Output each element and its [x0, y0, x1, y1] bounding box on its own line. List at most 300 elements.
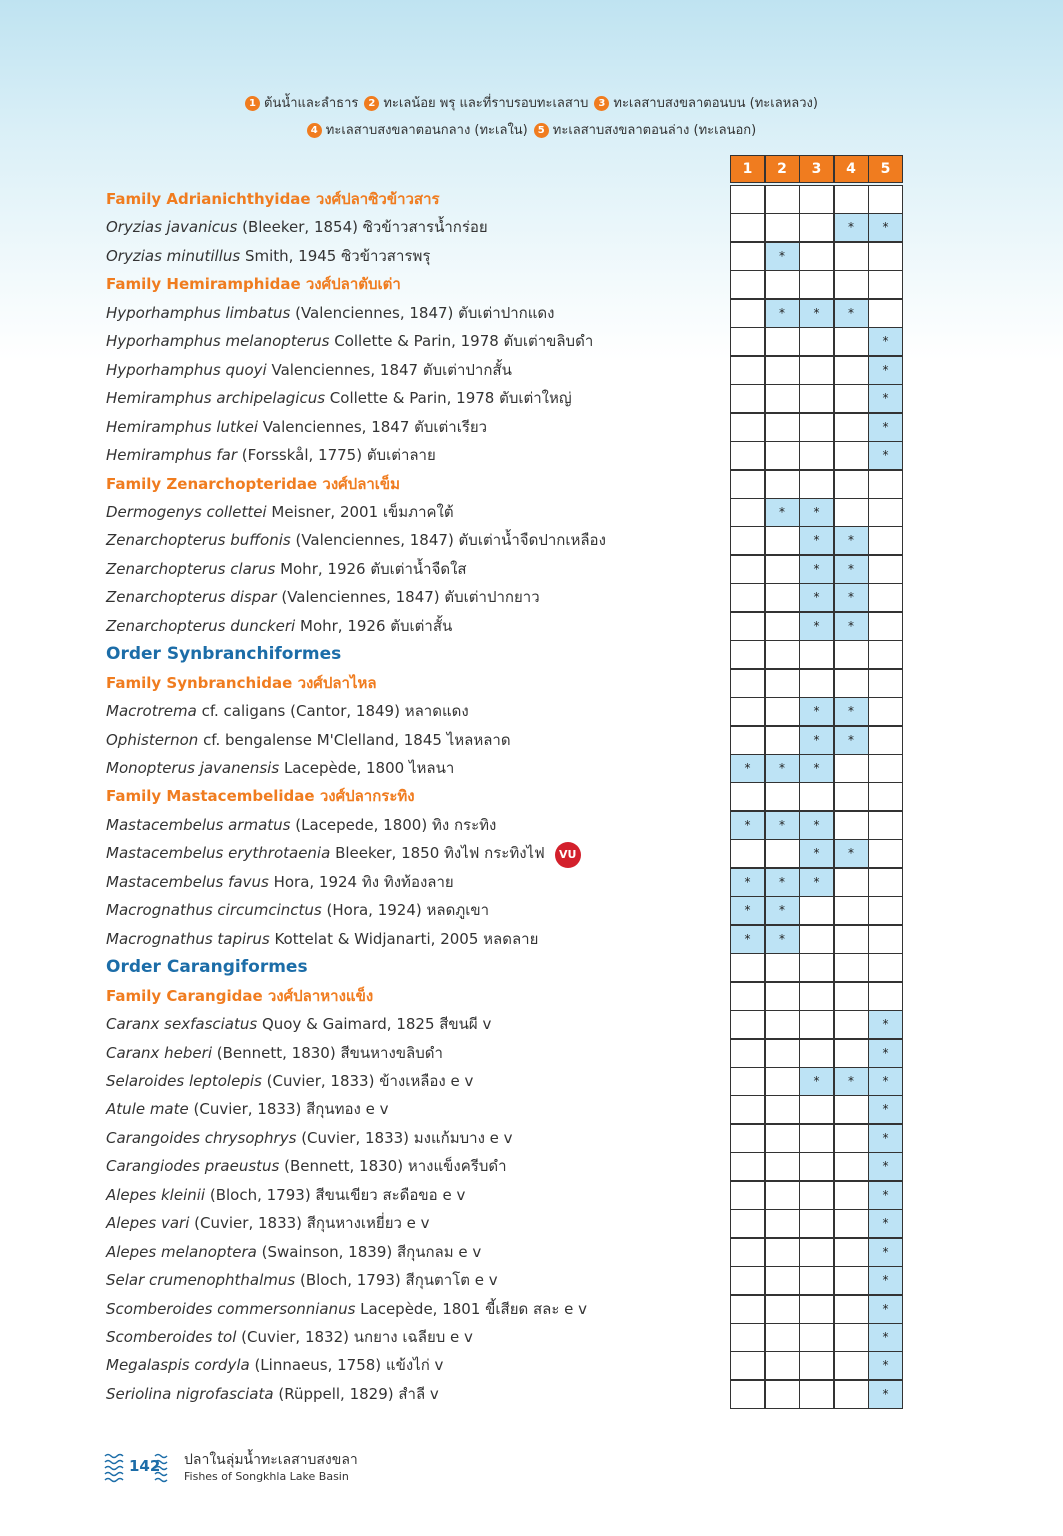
occurrence-cell: *: [799, 583, 834, 612]
species-row: [106, 1011, 491, 1037]
scientific-name: Hemiramphus lutkei: [106, 417, 259, 436]
occurrence-cell: *: [868, 1039, 903, 1068]
empty-cell: [834, 1266, 869, 1295]
empty-cell: [868, 612, 903, 641]
species-details: Valenciennes, 1847 ตับเต่าปากสั้น: [266, 360, 512, 379]
occurrence-cell: *: [799, 697, 834, 726]
occurrence-cell: *: [834, 612, 869, 641]
occurrence-cell: *: [868, 1238, 903, 1267]
species-details: Valenciennes, 1847 ตับเต่าเรียว: [258, 417, 488, 436]
species-row: [106, 1125, 513, 1151]
occurrence-cell: *: [868, 413, 903, 442]
legend-text: ต้นน้ำและลำธาร: [264, 96, 359, 111]
species-details: Smith, 1945 ซิวข้าวสารพรุ: [240, 246, 431, 265]
empty-cell: [834, 640, 869, 669]
empty-cell: [765, 1380, 800, 1409]
empty-cell: [834, 1209, 869, 1238]
empty-cell: [868, 726, 903, 755]
empty-cell: [834, 1351, 869, 1380]
species-row: [106, 357, 512, 383]
occurrence-cell: *: [799, 612, 834, 641]
species-row: [106, 698, 469, 724]
species-row: [106, 755, 454, 781]
empty-cell: [730, 498, 765, 527]
species-row: [106, 243, 430, 269]
family-heading: Family Adrianichthyidae วงศ์ปลาซิวข้าวสาร: [106, 190, 440, 208]
legend-badge: 2: [364, 96, 379, 111]
empty-cell: [868, 640, 903, 669]
occurrence-cell: *: [868, 1181, 903, 1210]
family-heading: Family Carangidae วงศ์ปลาหางแข็ง: [106, 986, 374, 1005]
empty-cell: [868, 697, 903, 726]
scientific-name: Atule mate: [106, 1100, 189, 1119]
scientific-name: Mastacembelus favus: [106, 872, 269, 891]
empty-cell: [730, 327, 765, 356]
empty-cell: [765, 185, 800, 214]
species-details: (Valenciennes, 1847) ตับเต่าน้ำจืดปากเหลือง: [290, 531, 606, 550]
species-row: [106, 897, 489, 923]
species-details: (Valenciennes, 1847) ตับเต่าปากแดง: [290, 303, 555, 322]
legend-line-1: [0, 92, 1063, 113]
empty-cell: [799, 270, 834, 299]
empty-cell: [765, 470, 800, 499]
column-header-1: 1: [730, 155, 765, 183]
species-details: (Bloch, 1793) สีกุนตาโต e v: [295, 1271, 498, 1290]
empty-cell: [868, 270, 903, 299]
occurrence-cell: *: [868, 1380, 903, 1409]
legend-item: [307, 119, 528, 140]
species-row: [106, 1381, 439, 1407]
occurrence-cell: *: [834, 839, 869, 868]
scientific-name: Alepes vari: [106, 1214, 190, 1233]
legend-text: ทะเลสาบสงขลาตอนบน (ทะเลหลวง): [613, 96, 818, 111]
occurrence-cell: *: [799, 498, 834, 527]
scientific-name: Alepes kleinii: [106, 1185, 206, 1204]
scientific-name: Zenarchopterus dispar: [106, 588, 277, 607]
species-row: [106, 556, 467, 582]
species-details: (Bennett, 1830) สีขนหางขลิบดำ: [212, 1043, 443, 1062]
empty-cell: [799, 242, 834, 271]
species-row: [106, 1352, 443, 1378]
scientific-name: Hyporhamphus quoyi: [106, 360, 267, 379]
empty-cell: [834, 1039, 869, 1068]
scientific-name: Scomberoides tol: [106, 1328, 237, 1346]
empty-cell: [765, 1067, 800, 1096]
empty-cell: [765, 1238, 800, 1267]
empty-cell: [799, 356, 834, 385]
occurrence-cell: *: [868, 327, 903, 356]
empty-cell: [765, 356, 800, 385]
empty-cell: [834, 1095, 869, 1124]
empty-cell: [799, 413, 834, 442]
empty-cell: [730, 356, 765, 385]
occurrence-cell: *: [799, 299, 834, 328]
species-details: (Rüppell, 1829) สำลี v: [273, 1384, 439, 1403]
occurrence-cell: *: [868, 1351, 903, 1380]
scientific-name: Zenarchopterus clarus: [106, 559, 276, 578]
empty-cell: [799, 1152, 834, 1181]
scientific-name: Mastacembelus armatus: [106, 815, 291, 834]
species-row: [106, 1239, 481, 1265]
empty-cell: [834, 925, 869, 954]
scientific-name: Hemiramphus far: [106, 446, 238, 465]
empty-cell: [765, 669, 800, 698]
occurrence-cell: *: [868, 1124, 903, 1153]
empty-cell: [730, 1323, 765, 1352]
empty-cell: [730, 1266, 765, 1295]
legend-text: ทะเลสาบสงขลาตอนกลาง (ทะเลใน): [325, 123, 528, 138]
empty-cell: [834, 441, 869, 470]
empty-cell: [765, 1351, 800, 1380]
empty-cell: [765, 413, 800, 442]
legend-item: [534, 119, 756, 140]
occurrence-cell: *: [868, 356, 903, 385]
empty-cell: [799, 1124, 834, 1153]
occurrence-cell: *: [868, 1010, 903, 1039]
legend-text: ทะเลน้อย พรุ และที่ราบรอบทะเลสาบ: [383, 96, 589, 111]
empty-cell: [799, 669, 834, 698]
species-details: Hora, 1924 ทิง ทิงท้องลาย: [268, 872, 454, 891]
empty-cell: [765, 1266, 800, 1295]
empty-cell: [730, 242, 765, 271]
column-header-3: 3: [799, 155, 834, 183]
page-number: 142: [129, 1457, 161, 1475]
scientific-name: Oryzias javanicus: [106, 218, 238, 237]
empty-cell: [765, 1095, 800, 1124]
occurrence-cell: *: [868, 1152, 903, 1181]
occurrence-cell: *: [799, 754, 834, 783]
empty-cell: [834, 982, 869, 1011]
occurrence-cell: *: [799, 555, 834, 584]
occurrence-cell: *: [868, 1266, 903, 1295]
species-row: [106, 414, 487, 440]
empty-cell: [799, 982, 834, 1011]
species-details: (Bennett, 1830) หางแข็งครีบดำ: [279, 1157, 507, 1176]
empty-cell: [868, 299, 903, 328]
species-row: [106, 214, 488, 240]
occurrence-cell: *: [730, 896, 765, 925]
empty-cell: [799, 1095, 834, 1124]
empty-cell: [730, 470, 765, 499]
empty-cell: [868, 896, 903, 925]
empty-cell: [799, 953, 834, 982]
empty-cell: [834, 413, 869, 442]
empty-cell: [730, 1124, 765, 1153]
scientific-name: Scomberoides commersonnianus: [106, 1299, 356, 1318]
occurrence-cell: *: [730, 754, 765, 783]
occurrence-cell: *: [834, 213, 869, 242]
occurrence-cell: *: [730, 811, 765, 840]
scientific-name: Macrognathus circumcinctus: [106, 901, 322, 920]
species-row: [106, 1267, 498, 1293]
scientific-name: Macrotrema: [106, 702, 197, 721]
empty-cell: [868, 669, 903, 698]
family-heading: Family Zenarchopteridae วงศ์ปลาเข็ม: [106, 474, 401, 493]
occurrence-cell: *: [799, 811, 834, 840]
column-header-5: 5: [868, 155, 903, 183]
species-row: [106, 812, 496, 838]
empty-cell: [765, 555, 800, 584]
empty-cell: [868, 470, 903, 499]
species-details: Meisner, 2001 เข็มภาคใต้: [266, 502, 454, 521]
empty-cell: [799, 1010, 834, 1039]
species-details: (Valenciennes, 1847) ตับเต่าปากยาว: [276, 588, 540, 607]
empty-cell: [868, 811, 903, 840]
empty-cell: [730, 526, 765, 555]
legend-badge: 1: [245, 96, 260, 111]
empty-cell: [834, 811, 869, 840]
species-details: (Cuvier, 1832) นกยาง เฉลียบ e v: [236, 1328, 473, 1346]
empty-cell: [834, 356, 869, 385]
occurrence-cell: *: [834, 555, 869, 584]
empty-cell: [765, 1124, 800, 1153]
empty-cell: [765, 1039, 800, 1068]
scientific-name: Carangoides chrysophrys: [106, 1128, 297, 1147]
empty-cell: [730, 726, 765, 755]
empty-cell: [799, 1039, 834, 1068]
empty-cell: [730, 1095, 765, 1124]
species-row: [106, 613, 452, 639]
scientific-name: Caranx heberi: [106, 1043, 212, 1062]
empty-cell: [765, 1181, 800, 1210]
empty-cell: [765, 839, 800, 868]
empty-cell: [834, 1152, 869, 1181]
occurrence-cell: *: [765, 498, 800, 527]
empty-cell: [765, 640, 800, 669]
empty-cell: [765, 1152, 800, 1181]
empty-cell: [730, 299, 765, 328]
empty-cell: [730, 1238, 765, 1267]
empty-cell: [765, 327, 800, 356]
empty-cell: [730, 1010, 765, 1039]
legend-item: [245, 92, 358, 113]
empty-cell: [799, 1351, 834, 1380]
empty-cell: [799, 1266, 834, 1295]
species-row: [106, 1153, 507, 1179]
species-details: Mohr, 1926 ตับเต่าน้ำจืดใส: [275, 559, 467, 578]
empty-cell: [730, 782, 765, 811]
legend-item: [364, 92, 588, 113]
empty-cell: [730, 669, 765, 698]
empty-cell: [868, 953, 903, 982]
empty-cell: [834, 868, 869, 897]
column-header-2: 2: [765, 155, 800, 183]
species-details: Collette & Parin, 1978 ตับเต่าขลิบดำ: [329, 332, 594, 351]
empty-cell: [868, 498, 903, 527]
empty-cell: [834, 384, 869, 413]
empty-cell: [730, 413, 765, 442]
empty-cell: [765, 982, 800, 1011]
scientific-name: Mastacembelus erythrotaenia: [106, 844, 331, 863]
empty-cell: [730, 555, 765, 584]
order-heading: Order Synbranchiformes: [106, 644, 342, 665]
occurrence-cell: *: [799, 1067, 834, 1096]
occurrence-cell: *: [799, 526, 834, 555]
empty-cell: [730, 1295, 765, 1324]
occurrence-cell: *: [765, 925, 800, 954]
scientific-name: Dermogenys collettei: [106, 502, 267, 521]
occurrence-cell: *: [799, 726, 834, 755]
occurrence-cell: *: [765, 868, 800, 897]
species-details: Bleeker, 1850 ทิงไฟ กระทิงไฟ: [330, 844, 545, 863]
empty-cell: [868, 754, 903, 783]
empty-cell: [834, 1295, 869, 1324]
species-details: Kottelat & Widjanarti, 2005 หลดลาย: [269, 929, 539, 948]
family-heading: Family Hemiramphidae วงศ์ปลาตับเต่า: [106, 275, 401, 294]
species-row: [106, 300, 554, 326]
occurrence-cell: *: [799, 868, 834, 897]
species-row: [106, 1040, 443, 1066]
species-row: [106, 1324, 473, 1350]
species-details: (Cuvier, 1833) สีกุนทอง e v: [188, 1100, 389, 1119]
empty-cell: [730, 213, 765, 242]
empty-cell: [730, 1380, 765, 1409]
empty-cell: [868, 242, 903, 271]
empty-cell: [799, 896, 834, 925]
empty-cell: [868, 982, 903, 1011]
empty-cell: [765, 1209, 800, 1238]
empty-cell: [765, 1323, 800, 1352]
empty-cell: [730, 640, 765, 669]
empty-cell: [730, 1351, 765, 1380]
legend-text: ทะเลสาบสงขลาตอนล่าง (ทะเลนอก): [552, 123, 757, 138]
empty-cell: [834, 896, 869, 925]
species-row: [106, 727, 511, 753]
empty-cell: [765, 583, 800, 612]
species-row: [106, 1182, 465, 1208]
species-details: Quoy & Gaimard, 1825 สีขนผี v: [257, 1015, 492, 1034]
empty-cell: [730, 1209, 765, 1238]
species-row: [106, 584, 540, 610]
empty-cell: [799, 1295, 834, 1324]
empty-cell: [868, 925, 903, 954]
empty-cell: [799, 1380, 834, 1409]
occurrence-cell: *: [868, 384, 903, 413]
scientific-name: Hyporhamphus limbatus: [106, 303, 291, 322]
empty-cell: [799, 1181, 834, 1210]
legend-badge: 4: [307, 123, 322, 138]
wave-icon: [104, 1450, 128, 1484]
empty-cell: [834, 470, 869, 499]
empty-cell: [799, 782, 834, 811]
empty-cell: [834, 1323, 869, 1352]
empty-cell: [765, 726, 800, 755]
species-row: [106, 1210, 430, 1236]
empty-cell: [834, 669, 869, 698]
empty-cell: [868, 583, 903, 612]
species-details: (Forsskål, 1775) ตับเต่าลาย: [237, 446, 436, 465]
occurrence-cell: *: [868, 1209, 903, 1238]
empty-cell: [834, 754, 869, 783]
empty-cell: [765, 1010, 800, 1039]
occurrence-cell: *: [765, 896, 800, 925]
species-details: (Bleeker, 1854) ซิวข้าวสารน้ำกร่อย: [237, 218, 488, 237]
empty-cell: [765, 270, 800, 299]
scientific-name: Macrognathus tapirus: [106, 929, 270, 948]
empty-cell: [868, 555, 903, 584]
occurrence-cell: *: [834, 583, 869, 612]
occurrence-cell: *: [834, 726, 869, 755]
species-row: [106, 527, 606, 553]
scientific-name: Carangiodes praeustus: [106, 1157, 280, 1176]
empty-cell: [868, 782, 903, 811]
empty-cell: [730, 1181, 765, 1210]
species-details: (Bloch, 1793) สีขนเขียว สะดือขอ e v: [205, 1185, 466, 1204]
species-details: (Cuvier, 1833) มงแก้มบาง e v: [296, 1128, 513, 1147]
empty-cell: [834, 1238, 869, 1267]
empty-cell: [799, 470, 834, 499]
empty-cell: [730, 1039, 765, 1068]
species-details: cf. caligans (Cantor, 1849) หลาดแดง: [196, 702, 469, 721]
species-row: [106, 869, 454, 895]
vu-status-badge: VU: [555, 842, 581, 868]
species-details: (Linnaeus, 1758) แข้งไก่ v: [249, 1356, 444, 1375]
empty-cell: [765, 526, 800, 555]
empty-cell: [765, 441, 800, 470]
occurrence-cell: *: [765, 299, 800, 328]
empty-cell: [765, 612, 800, 641]
empty-cell: [799, 327, 834, 356]
empty-cell: [834, 782, 869, 811]
species-row: [106, 442, 436, 468]
empty-cell: [730, 697, 765, 726]
empty-cell: [834, 498, 869, 527]
species-row: [106, 1068, 473, 1094]
scientific-name: Caranx sexfasciatus: [106, 1015, 258, 1034]
species-details: Mohr, 1926 ตับเต่าสั้น: [295, 616, 453, 635]
occurrence-cell: *: [868, 1095, 903, 1124]
empty-cell: [834, 1380, 869, 1409]
empty-cell: [799, 441, 834, 470]
scientific-name: Monopterus javanensis: [106, 759, 280, 777]
empty-cell: [868, 185, 903, 214]
scientific-name: Selaroides leptolepis: [106, 1071, 262, 1090]
empty-cell: [868, 868, 903, 897]
scientific-name: Ophisternon: [106, 730, 199, 749]
empty-cell: [730, 270, 765, 299]
empty-cell: [799, 384, 834, 413]
occurrence-cell: *: [868, 441, 903, 470]
species-details: (Swainson, 1839) สีกุนกลม e v: [256, 1242, 482, 1261]
empty-cell: [765, 213, 800, 242]
species-details: (Cuvier, 1833) สีกุนหางเหยี่ยว e v: [189, 1214, 430, 1233]
empty-cell: [834, 1124, 869, 1153]
occurrence-cell: *: [834, 526, 869, 555]
empty-cell: [730, 1067, 765, 1096]
footer-title-en: Fishes of Songkhla Lake Basin: [184, 1470, 349, 1483]
empty-cell: [868, 839, 903, 868]
order-heading: Order Carangiformes: [106, 957, 308, 978]
empty-cell: [868, 526, 903, 555]
scientific-name: Selar crumenophthalmus: [106, 1271, 296, 1290]
legend-badge: 3: [594, 96, 609, 111]
occurrence-cell: *: [799, 839, 834, 868]
empty-cell: [730, 839, 765, 868]
empty-cell: [834, 1181, 869, 1210]
empty-cell: [765, 782, 800, 811]
footer-title-th: ปลาในลุ่มน้ำทะเลสาบสงขลา: [184, 1452, 358, 1468]
scientific-name: Zenarchopterus dunckeri: [106, 616, 296, 635]
empty-cell: [765, 697, 800, 726]
species-details: Collette & Parin, 1978 ตับเต่าใหญ่: [325, 389, 572, 408]
empty-cell: [730, 441, 765, 470]
occurrence-cell: *: [765, 811, 800, 840]
occurrence-cell: *: [834, 697, 869, 726]
empty-cell: [799, 213, 834, 242]
scientific-name: Oryzias minutillus: [106, 246, 241, 265]
empty-cell: [799, 1209, 834, 1238]
empty-cell: [730, 1152, 765, 1181]
